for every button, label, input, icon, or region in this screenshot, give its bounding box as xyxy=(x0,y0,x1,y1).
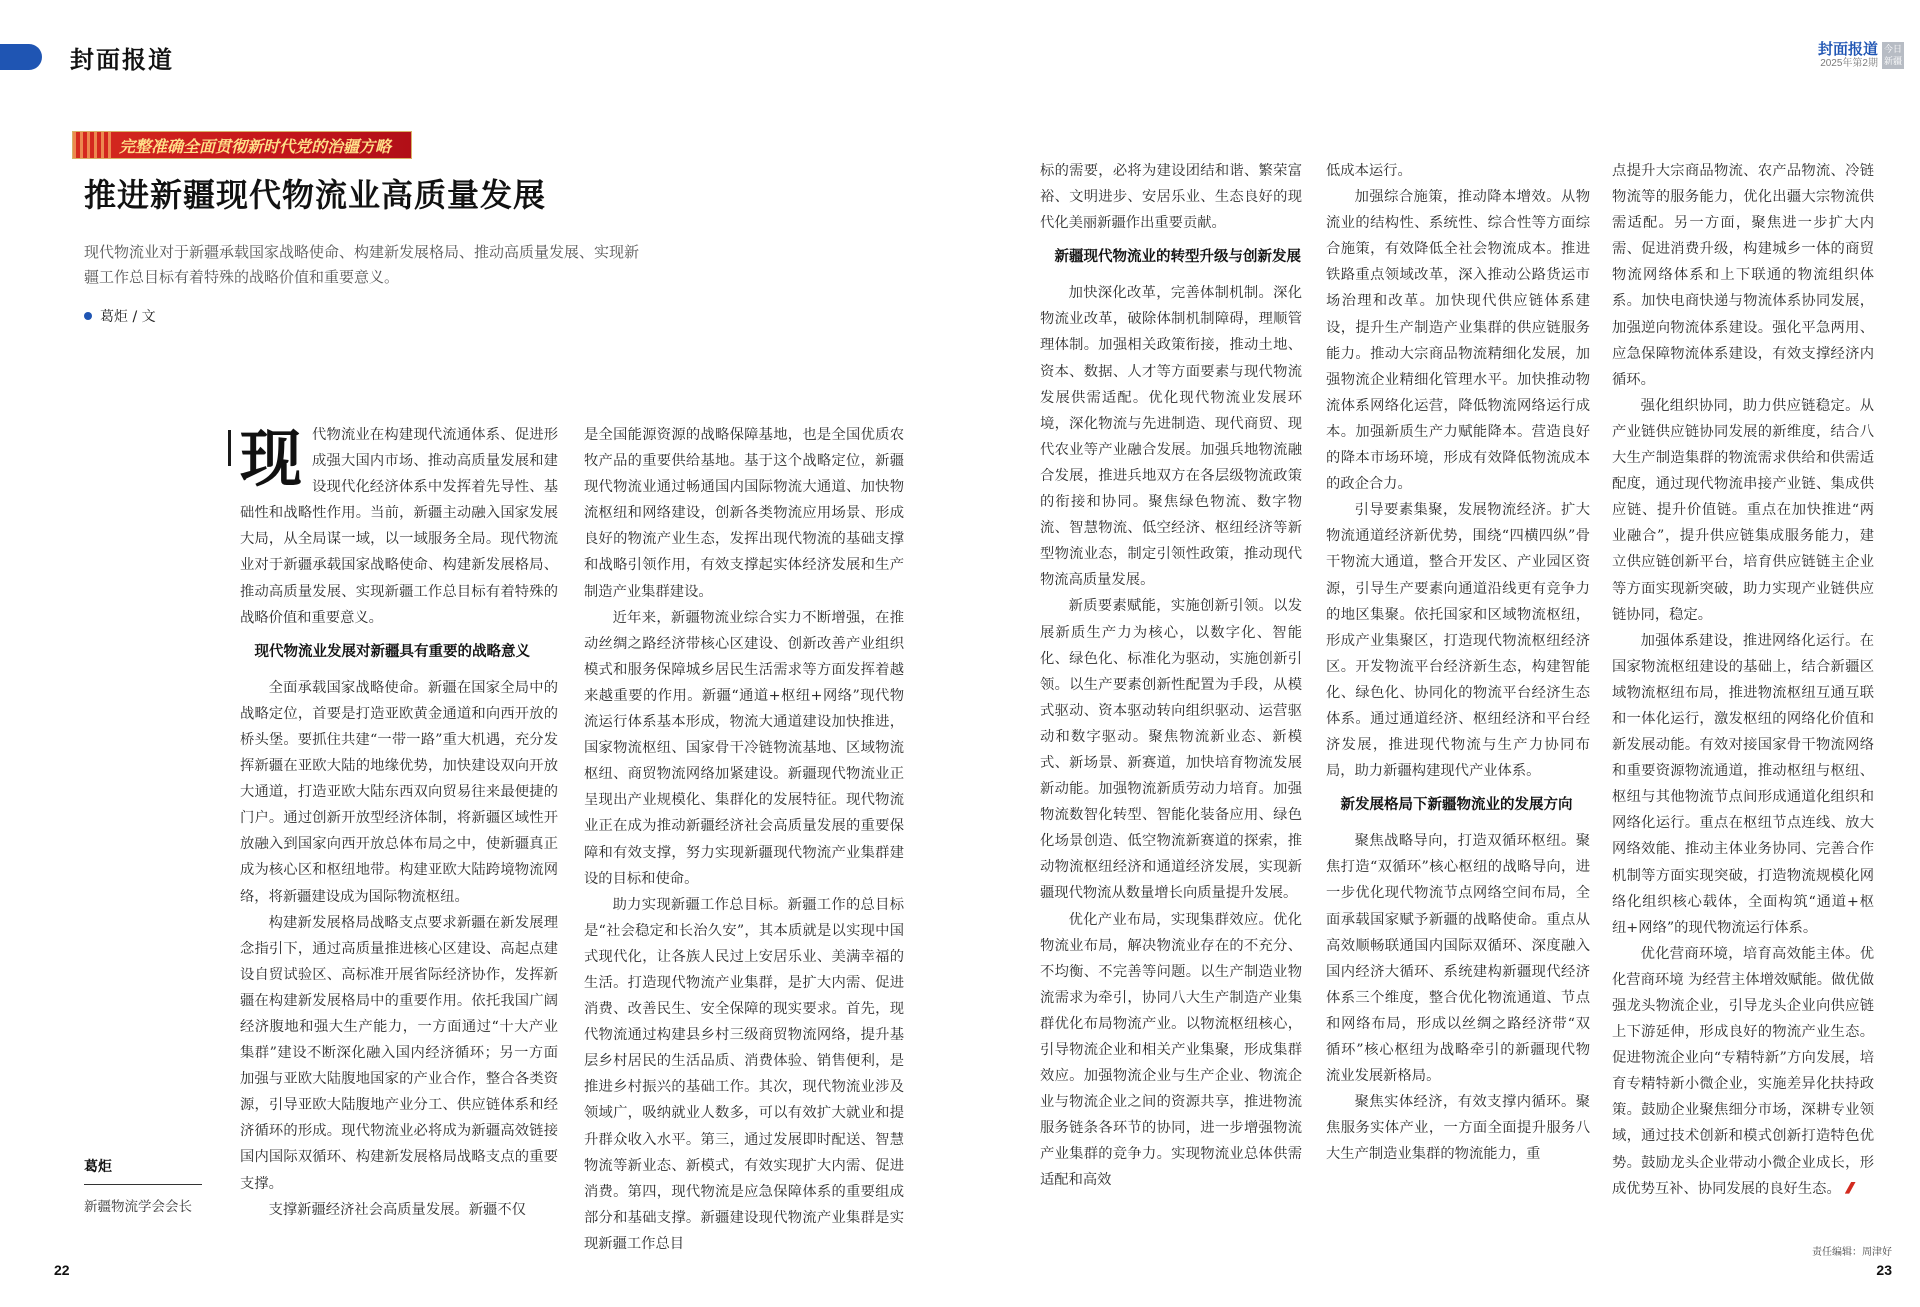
banner-text: 完整准确全面贯彻新时代党的治疆方略 xyxy=(119,137,392,156)
paragraph: 新质要素赋能，实施创新引领。以发展新质生产力为核心，以数字化、智能化、绿色化、标准化为驱动，实施创新引领。以生产要素创新性配置为手段，从模式驱动、资本驱动转向组织驱动、运营驱动和数字驱动。聚焦物流新业态、新模式、新场景、新赛道，加快培育物流发展新动能。加强物流新质劳动力培育。加强物流数智化转型、智能化装备应用、绿色化场景创造、低空物流新赛道的探索，推动物流枢纽经济和通道经济发展，实现新疆现代物流从数量增长向质量提升发展。 xyxy=(1040,598,1302,902)
text-column-2 xyxy=(584,422,904,1252)
section-tab-marker xyxy=(0,44,42,70)
paragraph: 全面承载国家战略使命。新疆在国家全局中的战略定位，首要是打造亚欧黄金通道和向西开放的桥头堡。要抓住共建“一带一路”重大机遇，充分发挥新疆在亚欧大陆的地缘优势，加快建设双向开放大通道，打造亚欧大陆东西双向贸易往来最便捷的门户。通过创新开放型经济体制，将新疆区域性开放融入到国家向西开放总体布局之中，使新疆真正成为核心区和枢纽地带。构建亚欧大陆跨境物流网络，将新疆建设成为国际物流枢纽。 xyxy=(240,679,558,905)
paragraph: 加强综合施策，推动降本增效。从物流业的结构性、系统性、综合性等方面综合施策，有效降低全社会物流成本。推进铁路重点领域改革，深入推动公路货运市场治理和改革。加快现代供应链体系建设，提升生产制造产业集群的供应链服务能力。推动大宗商品物流精细化发展，加强物流企业精细化管理水平。加快推动物流体系网络化运营，降低物流网络运行成本。加强新质生产力赋能降本。营造良好的降本市场环境，形成有效降低物流成本的政企合力。 xyxy=(1326,189,1590,493)
author-box xyxy=(84,1156,202,1215)
paragraph xyxy=(1612,941,1874,1202)
running-header xyxy=(1818,42,1904,70)
section-heading: 现代物流业发展对新疆具有重要的战略意义 xyxy=(254,643,530,660)
paragraph: 引导要素集聚，发展物流经济。扩大物流通道经济新优势，围绕“四横四纵”骨干物流大通道，整合开发区、产业园区资源，引导生产要素向通道沿线更有竞争力的地区集聚。依托国家和区域物流枢纽，形成产业集聚区，打造现代物流枢纽经济区。开发物流平台经济新生态，构建智能化、绿色化、协同化的物流平台经济生态体系。通过通道经济、枢纽经济和平台经济发展，推进现代物流与生产力协同布局，助力新疆构建现代产业体系。 xyxy=(1326,502,1590,780)
responsible-editor: 责任编辑：周津好 xyxy=(1812,1247,1892,1258)
text-column-5 xyxy=(1612,158,1874,1254)
header-magazine-section: 封面报道 xyxy=(1817,41,1878,58)
paragraph: 标的需要，必将为建设团结和谐、繁荣富裕、文明进步、安居乐业、生态良好的现代化美丽新疆作出重要贡献。 xyxy=(1040,163,1302,232)
paragraph: 近年来，新疆物流业综合实力不断增强，在推动丝绸之路经济带核心区建设、创新改善产业组织模式和服务保障城乡居民生活需求等方面发挥着越来越重要的作用。新疆“通道+枢纽+网络”现代物流运行体系基本形成，物流大通道建设加快推进，国家物流枢纽、国家骨干冷链物流基地、区域物流枢纽、商贸物流网络加紧建设。新疆现代物流业正呈现出产业规模化、集群化的发展特征。现代物流业正在成为推动新疆经济社会高质量发展的重要保障和有效支撑，努力实现新疆现代物流产业集群建设的目标和使命。 xyxy=(584,609,904,887)
paragraph: 优化产业布局，实现集群效应。优化物流业布局，解决物流业存在的不充分、不均衡、不完善等问题。以生产制造业物流需求为牵引，协同八大生产制造产业集群优化布局物流产业。以物流枢纽核心，引导物流企业和相关产业集聚，形成集群效应。加强物流企业与生产企业、物流企业与物流企业之间的资源共享，推进物流服务链条各环节的协同，进一步增强物流产业集群的竞争力。实现物流业总体供需适配和高效 xyxy=(1040,911,1302,1189)
text-column-3 xyxy=(1040,158,1302,1254)
article-headline: 推进新疆现代物流业高质量发展 xyxy=(84,176,547,214)
text-column-1 xyxy=(240,422,558,1252)
section-heading: 新疆现代物流业的转型升级与创新发展 xyxy=(1054,249,1301,266)
paragraph: 加强体系建设，推进网络化运行。在国家物流枢纽建设的基础上，结合新疆区域物流枢纽布局，推进物流枢纽互通互联和一体化运行，激发枢纽的网络化价值和新发展动能。有效对接国家骨干物流网络和重要资源物流通道，推动枢纽与枢纽、枢纽与其他物流节点间形成通道化组织和网络化运行。重点在枢纽节点连线、放大网络效能、推动主体业务协同、完善合作机制等方面实现突破，打造物流规模化网络化组织核心载体，全面构筑“通道+枢纽+网络”的现代物流运行体系。 xyxy=(1612,632,1874,936)
byline-text: 葛炬 / 文 xyxy=(100,309,156,325)
page-number-left: 22 xyxy=(54,1262,70,1278)
paragraph-text: 优化营商环境，培育高效能主体。优化营商环境 为经营主体增效赋能。做优做强龙头物流企业，引导龙头企业向供应链上下游延伸，形成良好的物流产业生态。促进物流企业向“专精特新”方向发展，培育专精特新小微企业，实施差异化扶持政策。鼓励企业聚焦细分市场，深耕专业领域，通过技术创新和模式创新打造特色优势。鼓励龙头企业带动小微企业成长，形成优势互补、协同发展的良好生态。 xyxy=(1612,945,1874,1197)
section-title: 封面报道 xyxy=(70,45,174,74)
text-column-4 xyxy=(1326,158,1590,1254)
banner xyxy=(72,131,412,159)
paragraph: 强化组织协同，助力供应链稳定。从产业链供应链协同发展的新维度，结合八大生产制造集群的物流需求供给和供需适配度，通过现代物流串接产业链、集成供应链、提升价值链。重点在加快推进“两业融合”，提升供应链集成服务能力，建立供应链创新平台，培育供应链链主企业等方面实现新突破，助力实现产业链供应链协同，稳定。 xyxy=(1612,397,1874,623)
section-heading: 新发展格局下新疆物流业的发展方向 xyxy=(1340,797,1573,814)
author-role: 新疆物流学会会长 xyxy=(84,1199,192,1215)
paragraph: 支撑新疆经济社会高质量发展。新疆不仅 xyxy=(268,1201,526,1218)
paragraph: 加快深化改革，完善体制机制。深化物流业改革，破除体制机制障碍，理顺管理体制。加强相关政策衔接，推动土地、资本、数据、人才等方面要素与现代物流发展供需适配。优化现代物流业发展环境，深化物流与先进制造、现代商贸、现代农业等产业融合发展。加强兵地物流融合发展，推进兵地双方在各层级物流政策的衔接和协同。聚焦绿色物流、数字物流、智慧物流、低空经济、枢纽经济等新型物流业态，制定引领性政策，推动现代物流高质量发展。 xyxy=(1040,285,1302,589)
byline-dot-icon xyxy=(84,312,92,320)
paragraph: 低成本运行。 xyxy=(1326,163,1412,179)
header-issue: 2025年第2期 xyxy=(1820,58,1878,69)
column-marker xyxy=(228,430,231,466)
paragraph: 聚焦实体经济，有效支撑内循环。聚焦服务实体产业，一方面全面提升服务八大生产制造业集群的物流能力，重 xyxy=(1326,1094,1590,1163)
paragraph: 点提升大宗商品物流、农产品物流、冷链物流等的服务能力，优化出疆大宗物流供需适配。另一方面，聚焦进一步扩大内需、促进消费升级，构建城乡一体的商贸物流网络体系和上下联通的物流组织体系。加快电商快递与物流体系协同发展，加强逆向物流体系建设。强化平急两用、应急保障物流体系建设，有效支撑经济内循环。 xyxy=(1612,163,1874,388)
paragraph: 聚焦战略导向，打造双循环枢纽。聚焦打造“双循环”核心枢纽的战略导向，进一步优化现代物流节点网络空间布局，全面承载国家赋予新疆的战略使命。重点从高效顺畅联通国内国际双循环、深度融入国内经济大循环、系统建构新疆现代经济体系三个维度，整合优化物流通道、节点和网络布局，形成以丝绸之路经济带“双循环”核心枢纽为战略牵引的新疆现代物流业发展新格局。 xyxy=(1326,833,1590,1085)
paragraph: 代物流业在构建现代流通体系、促进形成强大国内市场、推动高质量发展和建设现代化经济体系中发挥着先导性、基础性和战略性作用。当前，新疆主动融入国家发展大局，从全局谋一域，以一域服务全局。现代物流业对于新疆承载国家战略使命、构建新发展格局、推动高质量发展、实现新疆工作总目标有着特殊的战略价值和重要意义。 xyxy=(240,427,558,626)
paragraph: 助力实现新疆工作总目标。新疆工作的总目标是“社会稳定和长治久安”，其本质就是以实现中国式现代化，让各族人民过上安居乐业、美满幸福的生活。打造现代物流产业集群，是扩大内需、促进消费、改善民生、安全保障的现实要求。首先，现代物流通过构建县乡村三级商贸物流网络，提升基层乡村居民的生活品质、消费体验、销售便利，是推进乡村振兴的基础工作。其次，现代物流业涉及领域广，吸纳就业人数多，可以有效扩大就业和提升群众收入水平。第三，通过发展即时配送、智慧物流等新业态、新模式，有效实现扩大内需、促进消费。第四，现代物流是应急保障体系的重要组成部分和基础支撑。新疆建设现代物流产业集群是实现新疆工作总目 xyxy=(584,896,904,1252)
page-number-right: 23 xyxy=(1876,1262,1892,1278)
paragraph: 构建新发展格局战略支点要求新疆在新发展理念指引下，通过高质量推进核心区建设、高起点建设自贸试验区、高标准开展省际经济协作，发挥新疆在构建新发展格局中的重要作用。依托我国广阔经济腹地和强大生产能力，一方面通过“十大产业集群”建设不断深化融入国内经济循环；另一方面加强与亚欧大陆腹地国家的产业合作，整合各类资源，引导亚欧大陆腹地产业分工、供应链体系和经济循环的形成。现代物流业必将成为新疆高效链接国内国际双循环、构建新发展格局战略支点的重要支撑。 xyxy=(240,914,558,1192)
article-lead: 现代物流业对于新疆承载国家战略使命、构建新发展格局、推动高质量发展、实现新疆工作总目标有着特殊的战略价值和重要意义。 xyxy=(84,243,640,286)
author-name: 葛炬 xyxy=(84,1156,202,1185)
end-mark-icon xyxy=(1845,1182,1856,1194)
right-page xyxy=(960,0,1920,1307)
paragraph: 是全国能源资源的战略保障基地，也是全国优质农牧产品的重要供给基地。基于这个战略定位，新疆现代物流业通过畅通国内国际物流大通道、加快物流枢纽和网络建设，创新各类物流应用场景、形成良好的物流产业生态，发挥出现代物流的基础支撑和战略引领作用，有效支撑起实体经济发展和生产制造产业集群建设。 xyxy=(584,427,904,600)
header-texts xyxy=(1818,42,1878,70)
header-badge: 今日新疆 xyxy=(1882,42,1904,69)
drop-cap: 现 xyxy=(240,422,303,495)
byline xyxy=(84,306,156,326)
